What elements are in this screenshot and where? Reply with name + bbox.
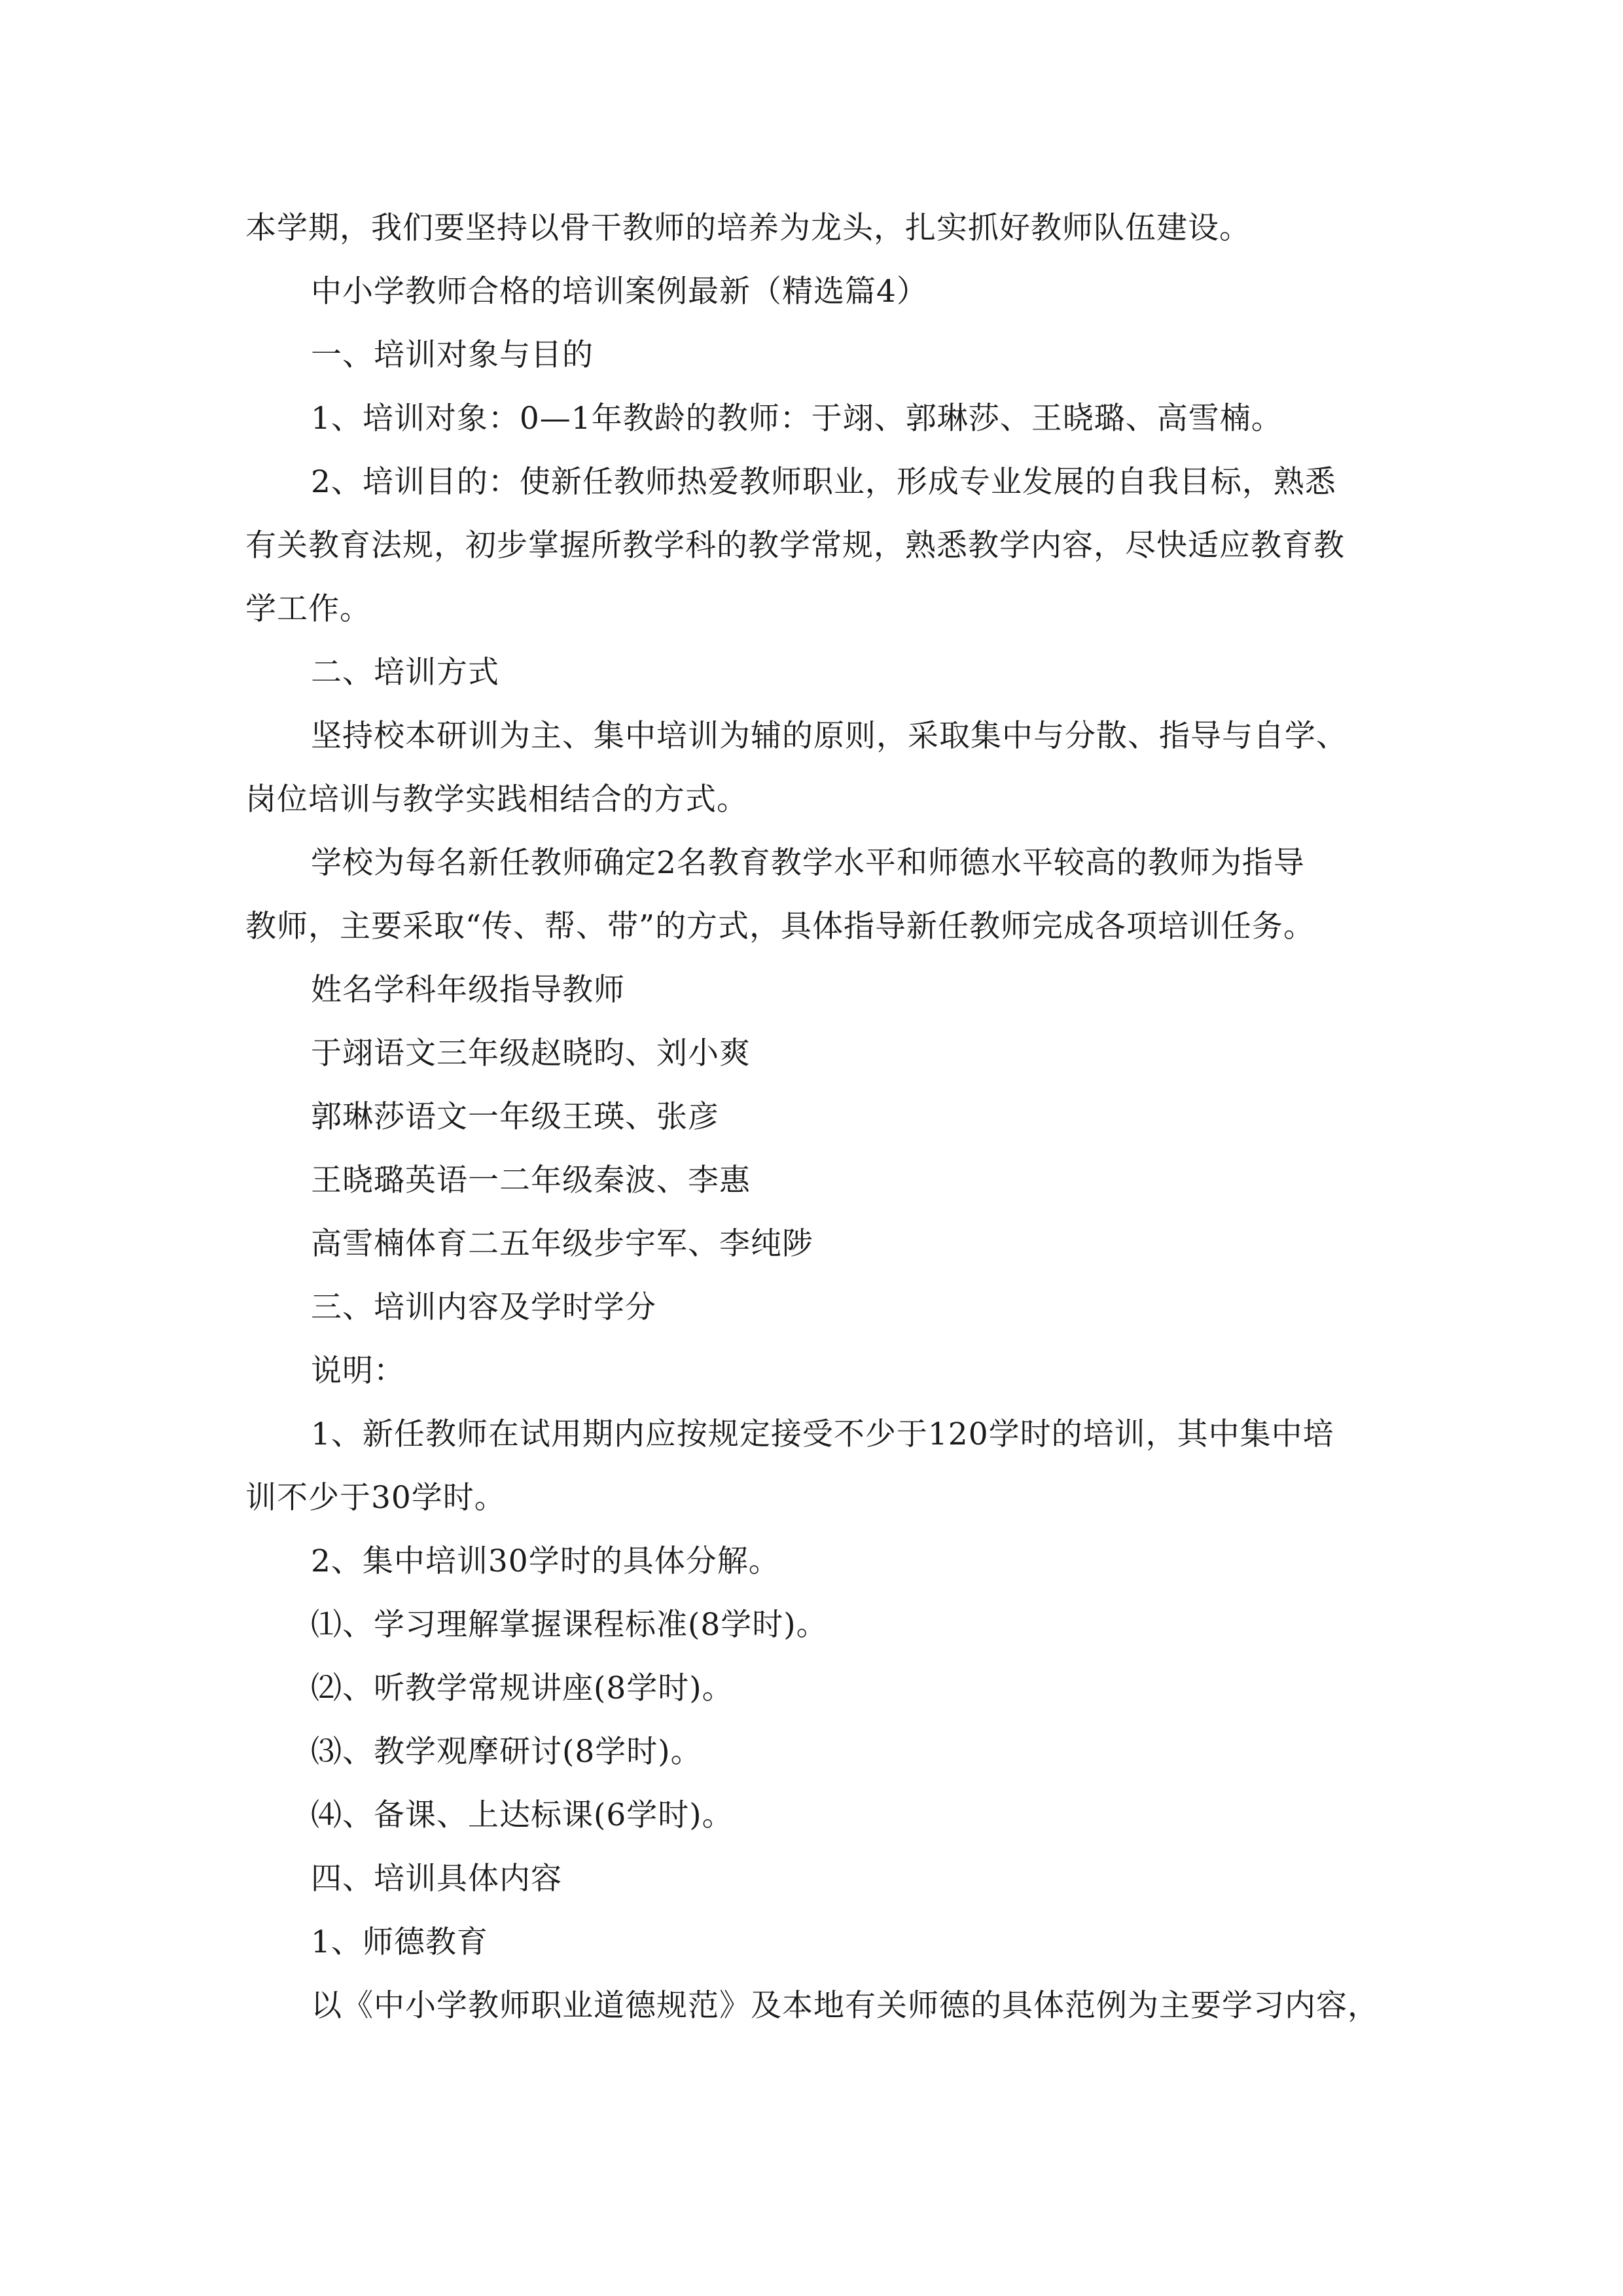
paragraph-line: 2、集中培训30学时的具体分解。	[311, 1543, 780, 1579]
paragraph-line: 1、新任教师在试用期内应按规定接受不少于120学时的培训，其中集中培	[311, 1416, 1334, 1452]
list-item: ⑶、教学观摩研讨(8学时)。	[311, 1734, 702, 1770]
subheading: 1、师德教育	[311, 1924, 488, 1960]
paragraph-line: 坚持校本研训为主、集中培训为辅的原则，采取集中与分散、指导与自学、	[311, 718, 1347, 754]
table-row-line: 王晓璐英语一二年级秦波、李惠	[311, 1162, 751, 1198]
paragraph-line: 说明：	[311, 1353, 405, 1389]
paragraph-line: 学工作。	[245, 591, 371, 627]
table-header-line: 姓名学科年级指导教师	[311, 972, 625, 1008]
paragraph-line: 有关教育法规，初步掌握所教学科的教学常规，熟悉教学内容，尽快适应教育教	[245, 528, 1345, 564]
section-title: 中小学教师合格的培训案例最新（精选篇4）	[311, 274, 928, 310]
paragraph-line: 教师，主要采取“传、帮、带”的方式，具体指导新任教师完成各项培训任务。	[245, 908, 1315, 944]
heading-3: 三、培训内容及学时学分	[311, 1289, 656, 1325]
paragraph-line: 本学期，我们要坚持以骨干教师的培养为龙头，扎实抓好教师队伍建设。	[245, 210, 1251, 246]
list-item: ⑵、听教学常规讲座(8学时)。	[311, 1670, 734, 1706]
heading-4: 四、培训具体内容	[311, 1861, 562, 1897]
paragraph-line: 2、培训目的：使新任教师热爱教师职业，形成专业发展的自我目标，熟悉	[311, 464, 1336, 500]
heading-1: 一、培训对象与目的	[311, 337, 594, 373]
paragraph-line: 训不少于30学时。	[245, 1480, 506, 1516]
heading-2: 二、培训方式	[311, 655, 499, 691]
list-item: ⑴、学习理解掌握课程标准(8学时)。	[311, 1607, 828, 1643]
paragraph-line: 1、培训对象：0—1年教龄的教师：于翊、郭琳莎、王晓璐、高雪楠。	[311, 401, 1283, 437]
table-row-line: 于翊语文三年级赵晓昀、刘小爽	[311, 1035, 751, 1071]
paragraph-line: 以《中小学教师职业道德规范》及本地有关师德的具体范例为主要学习内容，	[311, 1988, 1379, 2024]
document-page	[245, 196, 1417, 2037]
table-row-line: 高雪楠体育二五年级步宇军、李纯陟	[311, 1226, 813, 1262]
paragraph-line: 学校为每名新任教师确定2名教育教学水平和师德水平较高的教师为指导	[311, 845, 1305, 881]
paragraph-line: 岗位培训与教学实践相结合的方式。	[245, 781, 748, 817]
list-item: ⑷、备课、上达标课(6学时)。	[311, 1797, 734, 1833]
table-row-line: 郭琳莎语文一年级王瑛、张彦	[311, 1099, 719, 1135]
